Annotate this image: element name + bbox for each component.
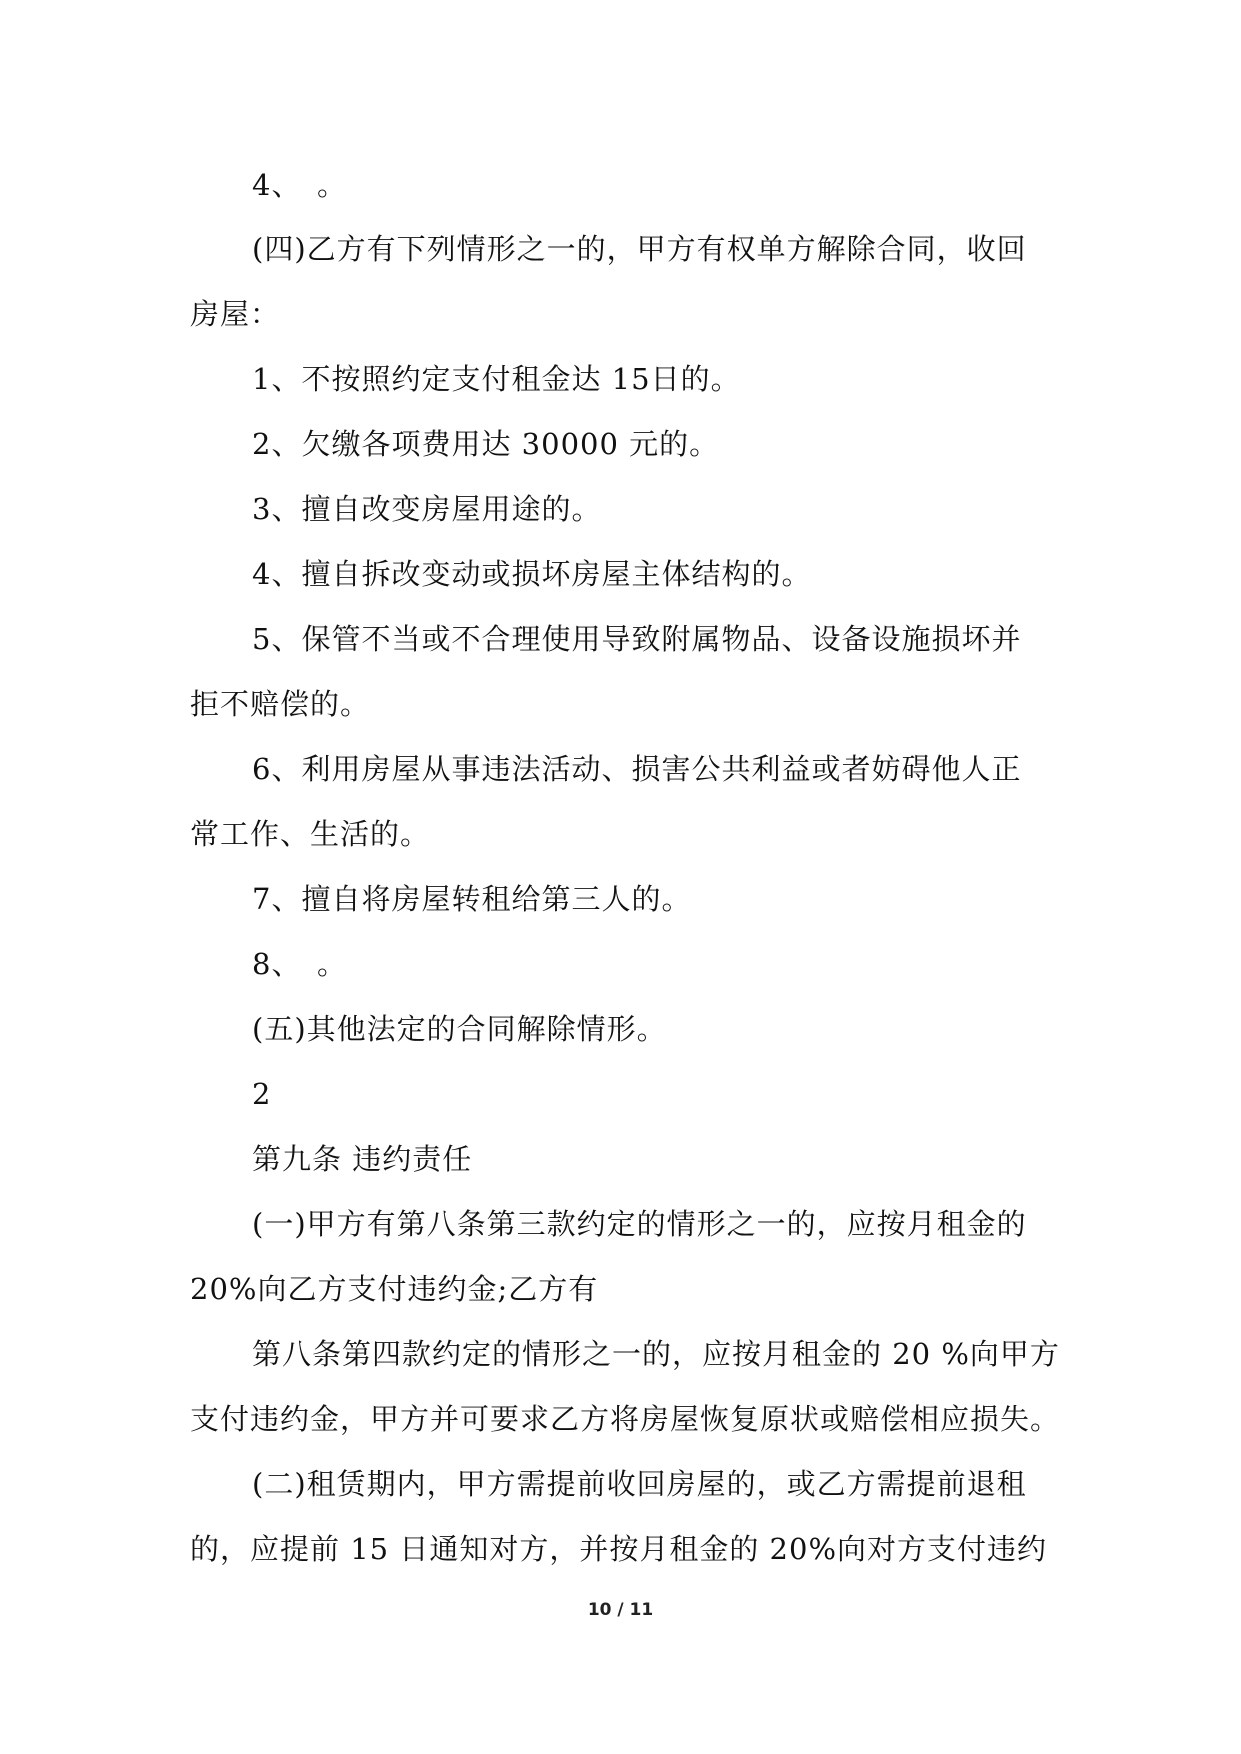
text-line: (五)其他法定的合同解除情形。 <box>252 1012 667 1046</box>
text-line: 6、利用房屋从事违法活动、损害公共利益或者妨碍他人正 <box>252 752 1022 786</box>
text-line: 5、保管不当或不合理使用导致附属物品、设备设施损坏并 <box>252 622 1022 656</box>
text-line: 2 <box>252 1077 272 1111</box>
section-heading: 第九条 违约责任 <box>252 1142 473 1176</box>
text-line: 1、不按照约定支付租金达 15日的。 <box>252 362 741 396</box>
text-line: 支付违约金，甲方并可要求乙方将房屋恢复原状或赔偿相应损失。 <box>190 1402 1061 1436</box>
text-line: 房屋： <box>190 297 281 331</box>
text-line: 3、擅自改变房屋用途的。 <box>252 492 602 526</box>
text-line: (一)甲方有第八条第三款约定的情形之一的，应按月租金的 <box>252 1207 1027 1241</box>
text-line: 第八条第四款约定的情形之一的，应按月租金的 20 %向甲方 <box>252 1337 1060 1371</box>
text-line: 2、欠缴各项费用达 30000 元的。 <box>252 427 720 461</box>
text-line: 4、擅自拆改变动或损坏房屋主体结构的。 <box>252 557 812 591</box>
text-line: 4、 。 <box>252 168 347 202</box>
text-line: 7、擅自将房屋转租给第三人的。 <box>252 882 692 916</box>
text-line: 20%向乙方支付违约金;乙方有 <box>190 1272 599 1306</box>
text-line: 拒不赔偿的。 <box>190 687 371 721</box>
text-line: (四)乙方有下列情形之一的，甲方有权单方解除合同，收回 <box>252 232 1027 266</box>
text-line: 8、 。 <box>252 947 347 981</box>
text-line: 常工作、生活的。 <box>190 817 431 851</box>
text-line: 的，应提前 15 日通知对方，并按月租金的 20%向对方支付违约 <box>190 1532 1048 1566</box>
text-line: (二)租赁期内，甲方需提前收回房屋的，或乙方需提前退租 <box>252 1467 1027 1501</box>
page-number: 10 / 11 <box>587 1600 654 1620</box>
